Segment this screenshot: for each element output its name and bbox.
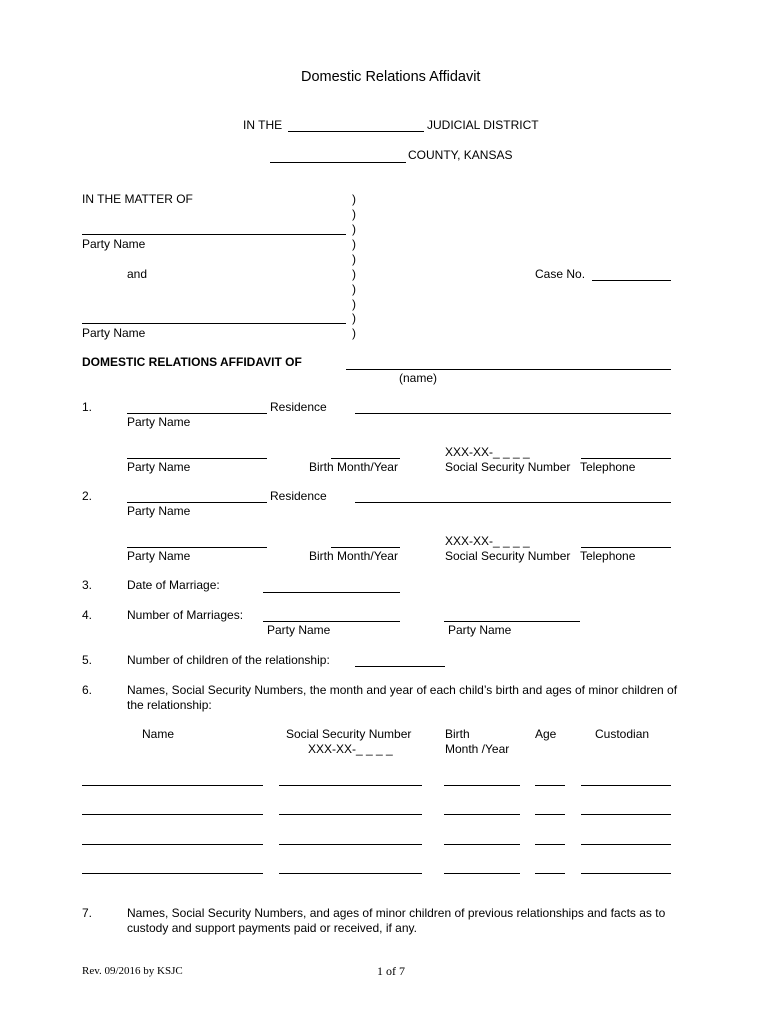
item-2-number: 2. [82,489,93,503]
child-custodian-blank[interactable] [581,873,671,874]
children-col-ssn-format: XXX-XX-_ _ _ _ [308,742,393,756]
party-name-1-blank[interactable] [82,234,346,235]
child-custodian-blank[interactable] [581,814,671,815]
item-4-number: 4. [82,608,93,622]
child-name-blank[interactable] [82,785,263,786]
judicial-district-blank[interactable] [288,131,424,132]
children-col-custodian: Custodian [595,727,650,741]
party-name-2-caption: Party Name [82,326,146,340]
children-count-label: Number of children of the relationship: [127,653,330,667]
date-of-marriage-blank[interactable] [263,592,400,593]
item-2-telephone-caption: Telephone [580,549,636,563]
item-2-birth-caption: Birth Month/Year [309,549,398,563]
child-age-blank[interactable] [535,844,565,845]
item-1-party-name-caption: Party Name [127,415,191,429]
item-2-party-name-caption: Party Name [127,504,191,518]
item-1-number: 1. [82,400,93,414]
item-2-party-name-blank-2[interactable] [127,547,267,548]
children-col-ssn: Social Security Number [286,727,412,741]
children-col-birth-sub: Month /Year [445,742,510,756]
affidavit-of-label: DOMESTIC RELATIONS AFFIDAVIT OF [82,355,302,369]
item-2-birth-blank[interactable] [331,547,400,548]
children-col-name: Name [142,727,175,741]
paren: ) [352,297,356,311]
name-caption: (name) [399,371,438,385]
in-the-label: IN THE [243,118,283,132]
paren: ) [352,192,356,206]
child-age-blank[interactable] [535,873,565,874]
child-birth-blank[interactable] [444,814,520,815]
item-2-party-name-caption-2: Party Name [127,549,191,563]
paren: ) [352,267,356,281]
item-7-text-line-1: Names, Social Security Numbers, and ages of minor children of previous relationships and facts as to [127,906,666,920]
child-ssn-blank[interactable] [279,844,422,845]
child-name-blank[interactable] [82,873,263,874]
child-age-blank[interactable] [535,814,565,815]
item-6-number: 6. [82,683,93,697]
paren: ) [352,326,356,340]
item-2-ssn-field[interactable]: XXX-XX-_ _ _ _ [445,534,530,548]
child-custodian-blank[interactable] [581,844,671,845]
children-count-blank[interactable] [355,666,445,667]
item-1-birth-blank[interactable] [331,458,400,459]
child-birth-blank[interactable] [444,873,520,874]
item-1-party-name-caption-2: Party Name [127,460,191,474]
marriages-party-a-caption: Party Name [267,623,331,637]
child-ssn-blank[interactable] [279,873,422,874]
child-age-blank[interactable] [535,785,565,786]
item-1-telephone-caption: Telephone [580,460,636,474]
item-6-text-line-1: Names, Social Security Numbers, the month and year of each child’s birth and ages of minor children of [127,683,678,697]
number-of-marriages-label: Number of Marriages: [127,608,244,622]
paren: ) [352,207,356,221]
party-name-1-caption: Party Name [82,237,146,251]
marriages-party-a-blank[interactable] [263,621,400,622]
item-1-ssn-caption: Social Security Number [445,460,571,474]
children-col-age: Age [535,727,557,741]
item-2-residence-label: Residence [270,489,327,503]
child-birth-blank[interactable] [444,844,520,845]
in-the-matter-of: IN THE MATTER OF [82,192,193,206]
item-1-telephone-blank[interactable] [581,458,671,459]
judicial-district-label: JUDICIAL DISTRICT [427,118,539,132]
item-1-birth-caption: Birth Month/Year [309,460,398,474]
item-2-party-name-blank[interactable] [127,502,267,503]
affiant-name-blank[interactable] [346,369,671,370]
item-1-residence-blank[interactable] [355,413,671,414]
child-custodian-blank[interactable] [581,785,671,786]
footer-revision: Rev. 09/2016 by KSJC [82,965,183,977]
paren: ) [352,222,356,236]
county-blank[interactable] [270,162,406,163]
item-5-number: 5. [82,653,93,667]
and-label: and [127,267,148,281]
page-title: Domestic Relations Affidavit [301,69,481,85]
date-of-marriage-label: Date of Marriage: [127,578,220,592]
marriages-party-b-blank[interactable] [444,621,580,622]
children-col-birth: Birth [445,727,470,741]
item-6-text-line-2: the relationship: [127,698,212,712]
paren: ) [352,252,356,266]
item-3-number: 3. [82,578,93,592]
child-name-blank[interactable] [82,844,263,845]
case-no-blank[interactable] [592,280,671,281]
item-2-residence-blank[interactable] [355,502,671,503]
item-1-party-name-blank[interactable] [127,413,267,414]
item-2-telephone-blank[interactable] [581,547,671,548]
party-name-2-blank[interactable] [82,323,346,324]
item-1-party-name-blank-2[interactable] [127,458,267,459]
child-ssn-blank[interactable] [279,814,422,815]
item-7-text-line-2: custody and support payments paid or received, if any. [127,921,417,935]
case-no-label: Case No. [535,267,586,281]
child-name-blank[interactable] [82,814,263,815]
paren: ) [352,237,356,251]
item-7-number: 7. [82,906,93,920]
item-1-ssn-field[interactable]: XXX-XX-_ _ _ _ [445,445,530,459]
child-ssn-blank[interactable] [279,785,422,786]
paren: ) [352,282,356,296]
marriages-party-b-caption: Party Name [448,623,512,637]
paren: ) [352,311,356,325]
child-birth-blank[interactable] [444,785,520,786]
item-1-residence-label: Residence [270,400,327,414]
county-kansas-label: COUNTY, KANSAS [408,148,513,162]
footer-page-number: 1 of 7 [377,964,405,978]
item-2-ssn-caption: Social Security Number [445,549,571,563]
